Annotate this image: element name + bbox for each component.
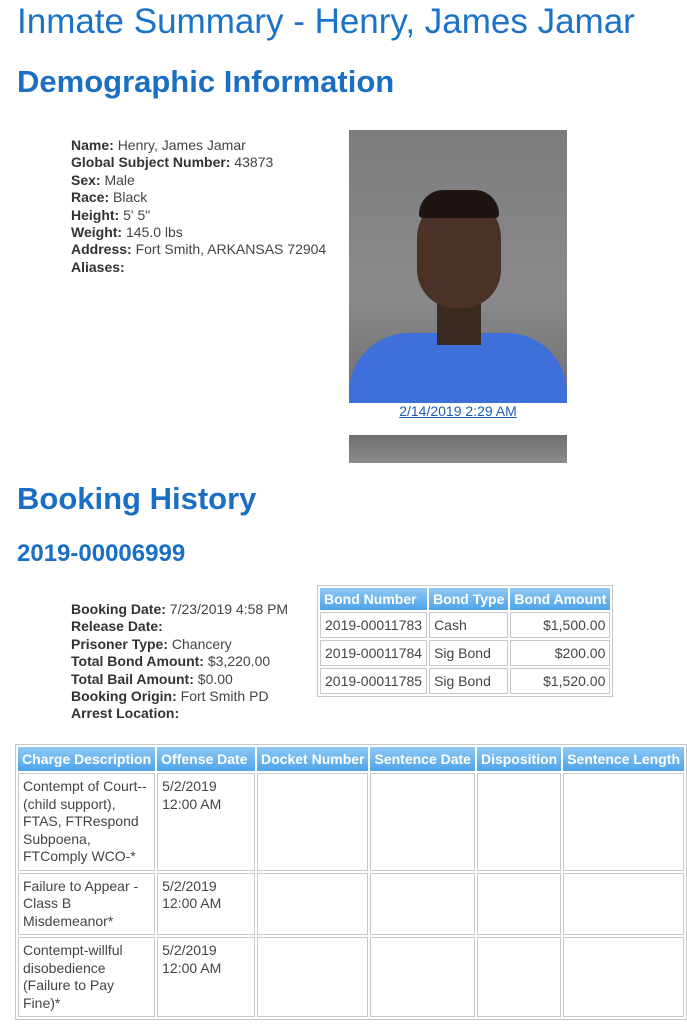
bond-amount-cell: $200.00 <box>510 640 610 666</box>
total-bail-field: Total Bail Amount: $0.00 <box>71 670 233 687</box>
charge-description-header[interactable]: Charge Description <box>18 747 155 771</box>
disposition-header[interactable]: Disposition <box>477 747 561 771</box>
charge-description-cell: Contempt-willful disobedience (Failure to Pay Fine)* <box>18 937 155 1017</box>
demographic-heading: Demographic Information <box>17 64 395 99</box>
offense-date-cell: 5/2/2019 12:00 AM <box>157 937 255 1017</box>
subject-number-field: Global Subject Number: 43873 <box>71 154 274 171</box>
second-photo-thumbnail[interactable] <box>349 435 567 463</box>
photo-hair <box>419 190 499 218</box>
bond-amount-cell: $1,520.00 <box>510 668 610 694</box>
race-field: Race: Black <box>71 189 148 206</box>
height-field: Height: 5' 5" <box>71 206 151 223</box>
booking-number: 2019-00006999 <box>17 540 186 567</box>
bond-table <box>317 585 613 697</box>
bond-number-header[interactable]: Bond Number <box>320 588 427 610</box>
docket-number-cell <box>257 937 368 1017</box>
sentence-length-cell <box>563 773 684 871</box>
arrest-location-field: Arrest Location: <box>71 705 180 722</box>
table-row <box>320 640 610 666</box>
sentence-length-cell <box>563 937 684 1017</box>
charge-table <box>15 744 687 1020</box>
photo-date-link[interactable]: 2/14/2019 2:29 AM <box>399 403 517 419</box>
mugshot-photo[interactable] <box>349 130 567 403</box>
charge-description-cell: Failure to Appear - Class B Misdemeanor* <box>18 873 155 936</box>
bond-type-cell: Sig Bond <box>429 668 508 694</box>
table-row <box>18 937 684 1017</box>
bond-header-row <box>320 588 610 610</box>
name-field: Name: Henry, James Jamar <box>71 137 246 153</box>
bond-type-cell: Cash <box>429 612 508 638</box>
bond-number-cell: 2019-00011784 <box>320 640 427 666</box>
address-field: Address: Fort Smith, ARKANSAS 72904 <box>71 241 327 258</box>
page-title: Inmate Summary - Henry, James Jamar <box>17 2 635 41</box>
charge-header-row <box>18 747 684 771</box>
booking-date-field: Booking Date: 7/23/2019 4:58 PM <box>71 601 289 617</box>
bond-number-cell: 2019-00011783 <box>320 612 427 638</box>
total-bond-field: Total Bond Amount: $3,220.00 <box>71 653 271 670</box>
aliases-field: Aliases: <box>71 258 125 275</box>
docket-number-cell <box>257 773 368 871</box>
demographic-info <box>71 137 326 276</box>
sentence-length-header[interactable]: Sentence Length <box>563 747 684 771</box>
disposition-cell <box>477 873 561 936</box>
table-row <box>320 668 610 694</box>
docket-number-header[interactable]: Docket Number <box>257 747 368 771</box>
disposition-cell <box>477 773 561 871</box>
sentence-date-cell <box>370 773 474 871</box>
sentence-date-cell <box>370 873 474 936</box>
offense-date-cell: 5/2/2019 12:00 AM <box>157 873 255 936</box>
offense-date-header[interactable]: Offense Date <box>157 747 255 771</box>
weight-field: Weight: 145.0 lbs <box>71 224 183 241</box>
bond-type-header[interactable]: Bond Type <box>429 588 508 610</box>
table-row <box>18 873 684 936</box>
sex-field: Sex: Male <box>71 171 135 188</box>
release-date-field: Release Date: <box>71 618 163 635</box>
table-row <box>18 773 684 871</box>
booking-info <box>71 601 288 723</box>
bond-type-cell: Sig Bond <box>429 640 508 666</box>
booking-history-heading: Booking History <box>17 481 257 516</box>
bond-amount-header[interactable]: Bond Amount <box>510 588 610 610</box>
booking-origin-field: Booking Origin: Fort Smith PD <box>71 688 269 705</box>
table-row <box>320 612 610 638</box>
bond-amount-cell: $1,500.00 <box>510 612 610 638</box>
prisoner-type-field: Prisoner Type: Chancery <box>71 635 232 652</box>
disposition-cell <box>477 937 561 1017</box>
sentence-date-cell <box>370 937 474 1017</box>
docket-number-cell <box>257 873 368 936</box>
sentence-length-cell <box>563 873 684 936</box>
charge-description-cell: Contempt of Court--(child support), FTAS, FTRespond Subpoena, FTComply WCO-* <box>18 773 155 871</box>
offense-date-cell: 5/2/2019 12:00 AM <box>157 773 255 871</box>
bond-number-cell: 2019-00011785 <box>320 668 427 694</box>
sentence-date-header[interactable]: Sentence Date <box>370 747 474 771</box>
